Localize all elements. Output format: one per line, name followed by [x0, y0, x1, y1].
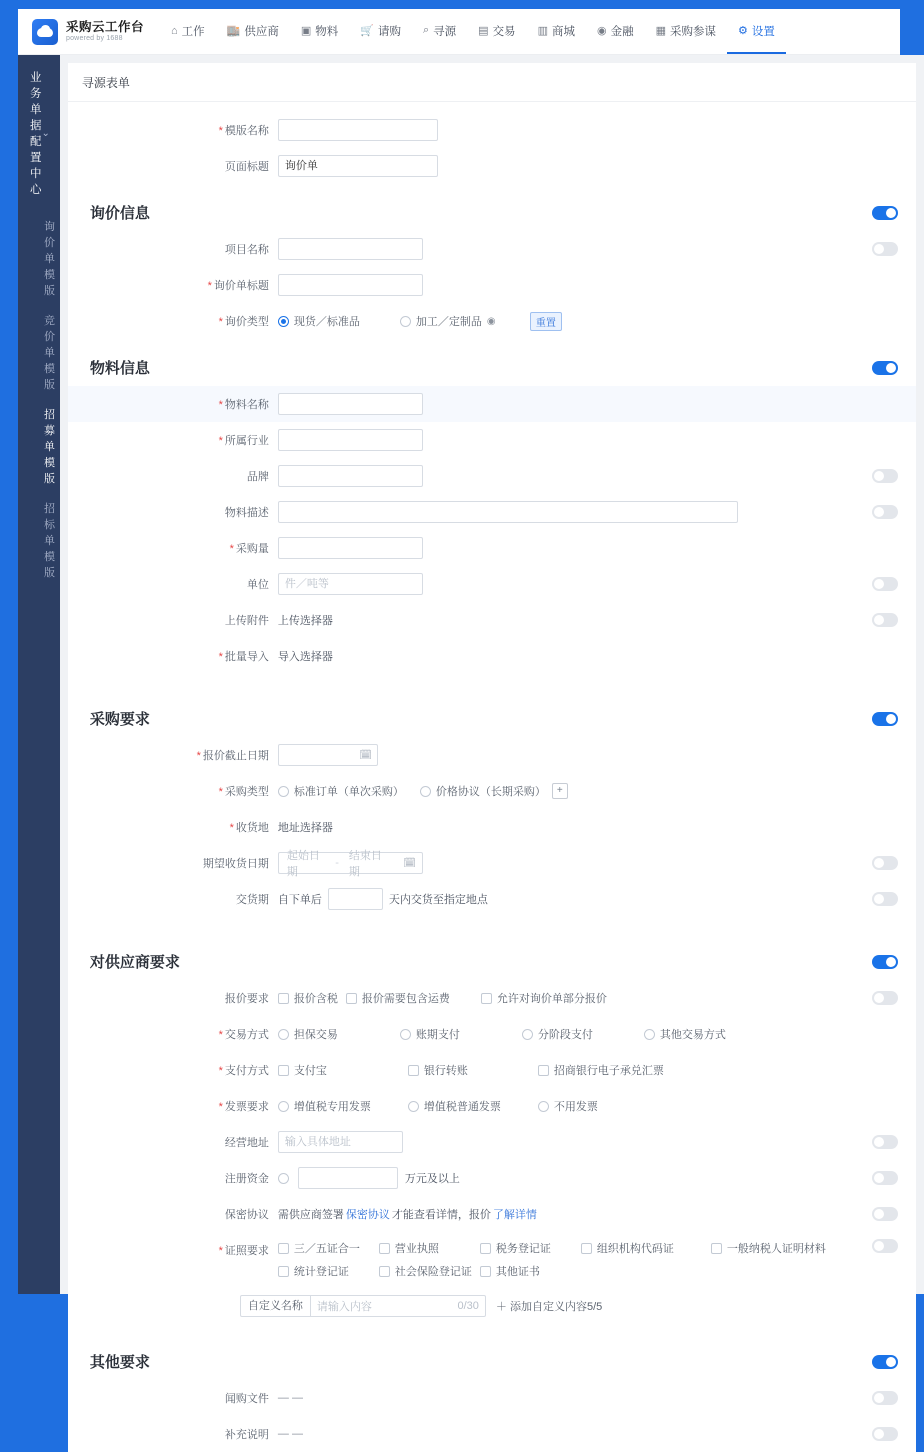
unit-input[interactable]: 件／吨等	[278, 573, 423, 595]
row-project-name	[68, 231, 916, 267]
business-address-input[interactable]: 输入具体地址	[278, 1131, 403, 1153]
unit-label: 单位	[246, 579, 269, 591]
eye-icon[interactable]: ◉	[486, 315, 496, 327]
radio-label: 不用发票	[553, 1101, 598, 1113]
custom-name-label: 自定义名称	[240, 1295, 311, 1317]
toggle-inquiry-file[interactable]	[872, 1391, 898, 1405]
home-icon: ⌂	[171, 24, 178, 37]
range-separator: -	[335, 857, 339, 869]
supplement-note-value: — —	[277, 1428, 303, 1440]
row-industry	[68, 422, 916, 458]
trade-method-label: * 交易方式	[68, 1026, 278, 1042]
row-certificates	[68, 1232, 916, 1289]
sidebar-item-tender-template[interactable]: 招标单模版	[44, 503, 55, 579]
expected-date-label: 期望收货日期	[202, 858, 269, 870]
row-supplement-note	[68, 1416, 916, 1452]
checkbox-tax-registration[interactable]	[480, 1240, 581, 1256]
mall-icon: ▥	[537, 25, 548, 37]
inquiry-title-input[interactable]	[278, 274, 423, 296]
checkbox-label: 一般纳税人证明材料	[726, 1243, 826, 1255]
checkbox-label: 其他证书	[495, 1266, 540, 1278]
quantity-label: * 采购量	[68, 540, 278, 556]
chevron-down-icon[interactable]: ⌄	[41, 127, 50, 139]
checkbox-label: 允许对询价单部分报价	[496, 993, 607, 1005]
delivery-days-input[interactable]	[328, 888, 383, 910]
custom-content-input[interactable]	[311, 1295, 486, 1317]
section-title: 采购要求	[89, 711, 150, 728]
sidebar-title[interactable]	[18, 69, 60, 197]
checkbox-label: 社会保险登记证	[394, 1266, 472, 1278]
row-payment-method	[68, 1052, 916, 1088]
nav-item-transaction[interactable]	[467, 9, 526, 54]
checkbox-org-code-certificate[interactable]	[581, 1240, 711, 1256]
radio-label: 账期支付	[415, 1029, 460, 1041]
row-inquiry-title	[68, 267, 916, 303]
checkbox-label: 报价含税	[293, 993, 338, 1005]
nda-text2: 才能查看详情，报价	[391, 1209, 491, 1221]
material-name-input[interactable]	[278, 393, 423, 415]
section-toggle-supplier[interactable]	[872, 955, 898, 969]
row-trade-method	[68, 1016, 916, 1052]
radio-no-invoice[interactable]	[538, 1098, 598, 1114]
box-icon: ▣	[300, 25, 312, 37]
capital-suffix: 万元及以上	[404, 1173, 460, 1185]
checkbox-label: 组织机构代码证	[596, 1243, 674, 1255]
row-business-address	[68, 1124, 916, 1160]
checkbox-three-in-one-license[interactable]	[278, 1240, 379, 1256]
nav-label: 工作	[181, 25, 205, 38]
quote-deadline-input[interactable]	[278, 744, 378, 766]
search-icon: ⌕	[422, 24, 430, 36]
row-registered-capital	[68, 1160, 916, 1196]
toggle-nda[interactable]	[872, 1207, 898, 1221]
toggle-material-desc[interactable]	[872, 505, 898, 519]
cart-icon: 🛒	[360, 25, 374, 37]
registered-capital-label: 注册资金	[224, 1173, 269, 1185]
sidebar-item-inquiry-template[interactable]: 询价单模版	[44, 221, 55, 297]
radio-label: 价格协议（长期采购）	[435, 786, 546, 798]
section-supplier-requirement	[68, 933, 916, 980]
nda-text: 需供应商签署	[277, 1209, 344, 1221]
nav-label: 寻源	[433, 25, 457, 38]
checkbox-label: 招商银行电子承兑汇票	[553, 1065, 664, 1077]
checkbox-social-insurance-registration[interactable]	[379, 1263, 480, 1279]
certificates-group	[278, 1240, 898, 1286]
sidebar-item-recruit-template[interactable]: 招募单模版	[44, 409, 55, 485]
page-title: 寻源表单	[68, 63, 916, 102]
checkbox-label: 三／五证合一	[293, 1243, 360, 1255]
quote-deadline-label: * 报价截止日期	[68, 747, 278, 763]
attachment-selector[interactable]: 上传选择器	[277, 615, 333, 627]
coin-icon: ◉	[596, 25, 607, 37]
section-inquiry-info	[68, 184, 916, 231]
range-end: 结束日期	[348, 850, 382, 878]
industry-label: * 所属行业	[68, 432, 278, 448]
section-title: 其他要求	[89, 1354, 150, 1371]
template-name-label: * 模版名称	[68, 122, 278, 138]
industry-input[interactable]	[278, 429, 423, 451]
brand-label: 品牌	[246, 471, 269, 483]
page-title-label: 页面标题	[224, 161, 269, 173]
toggle-quote-requirement[interactable]	[872, 991, 898, 1005]
radio-staged-payment[interactable]	[522, 1026, 644, 1042]
row-material-desc	[68, 494, 916, 530]
toggle-unit[interactable]	[872, 577, 898, 591]
toggle-attachment[interactable]	[872, 613, 898, 627]
custom-counter: 0/30	[457, 1300, 479, 1312]
radio-label: 增值税普通发票	[423, 1101, 501, 1113]
custom-placeholder: 请输入内容	[316, 1301, 372, 1313]
toggle-supplement-note[interactable]	[872, 1427, 898, 1441]
nav-item-work[interactable]	[160, 9, 216, 54]
checkbox-general-taxpayer-proof[interactable]	[711, 1240, 841, 1256]
checkbox-bank-transfer[interactable]	[408, 1062, 538, 1078]
checkbox-quote-tax-included[interactable]	[278, 990, 346, 1006]
nda-detail-link[interactable]: 了解详情	[492, 1209, 537, 1221]
nav-item-mall[interactable]	[527, 9, 586, 54]
brand-input[interactable]	[278, 465, 423, 487]
row-purchase-type	[68, 773, 916, 809]
batch-import-selector[interactable]: 导入选择器	[277, 651, 333, 663]
checkbox-label: 银行转账	[423, 1065, 468, 1077]
row-quantity	[68, 530, 916, 566]
form-card	[68, 63, 916, 1452]
radio-vat-normal-invoice[interactable]	[408, 1098, 538, 1114]
radio-label: 分阶段支付	[537, 1029, 593, 1041]
top-navigation-bar	[18, 9, 900, 55]
nav-label: 采购参谋	[669, 25, 716, 38]
address-selector[interactable]: 地址选择器	[277, 822, 333, 834]
content-area	[60, 55, 924, 1441]
add-custom-button[interactable]: ＋ 添加自定义内容5/5	[495, 1301, 603, 1313]
checkbox-cmb-acceptance-bill[interactable]	[538, 1062, 664, 1078]
chart-icon: ▦	[655, 25, 666, 37]
nav-item-material[interactable]	[290, 9, 349, 54]
nav-item-settings[interactable]	[727, 9, 786, 54]
section-material-info	[68, 339, 916, 386]
toggle-business-address[interactable]	[872, 1135, 898, 1149]
radio-custom-made[interactable]	[400, 313, 522, 329]
row-inquiry-type	[68, 303, 916, 339]
toggle-project-name[interactable]	[872, 242, 898, 256]
toggle-delivery-period[interactable]	[872, 892, 898, 906]
sidebar-title-label: 业务单据配置中心	[30, 72, 42, 196]
section-title: 物料信息	[89, 360, 150, 377]
quantity-input[interactable]	[278, 537, 423, 559]
row-expected-date	[68, 845, 916, 881]
nav-item-supplier[interactable]	[216, 9, 290, 54]
nav-item-advisor[interactable]	[645, 9, 727, 54]
nav-label: 请购	[377, 25, 401, 38]
quote-requirement-label: 报价要求	[224, 993, 269, 1005]
project-name-label: 项目名称	[224, 244, 269, 256]
row-attachment	[68, 602, 916, 638]
section-purchase-requirement	[68, 690, 916, 737]
reset-button[interactable]: 重置	[530, 312, 562, 331]
row-template-name	[68, 112, 916, 148]
nav-label: 交易	[492, 25, 516, 38]
template-name-input[interactable]	[278, 119, 438, 141]
checkbox-label: 营业执照	[394, 1243, 439, 1255]
app-title: 采购云工作台	[66, 20, 145, 35]
row-brand	[68, 458, 916, 494]
row-nda	[68, 1196, 916, 1232]
section-other-requirement	[68, 1333, 916, 1380]
payment-method-label: * 支付方式	[68, 1062, 278, 1078]
main-nav	[160, 9, 786, 54]
toggle-registered-capital[interactable]	[872, 1171, 898, 1185]
radio-label: 加工／定制品	[415, 316, 482, 328]
row-quote-requirement	[68, 980, 916, 1016]
cloud-logo-icon	[32, 19, 58, 45]
receiving-address-label: * 收货地	[68, 819, 278, 835]
calendar-icon: 🗓	[359, 749, 372, 761]
checkbox-label: 支付宝	[293, 1065, 327, 1077]
toggle-brand[interactable]	[872, 469, 898, 483]
range-start: 起始日期	[286, 850, 320, 878]
section-toggle-inquiry[interactable]	[872, 206, 898, 220]
checkbox-other-certificates[interactable]	[480, 1263, 581, 1279]
row-invoice-requirement	[68, 1088, 916, 1124]
section-toggle-purchase[interactable]	[872, 712, 898, 726]
row-delivery-period	[68, 881, 916, 917]
gear-icon: ⚙	[737, 25, 748, 37]
row-page-title	[68, 148, 916, 184]
material-desc-input[interactable]	[278, 501, 738, 523]
radio-label: 担保交易	[293, 1029, 338, 1041]
row-receiving-address	[68, 809, 916, 845]
material-desc-label: 物料描述	[224, 507, 269, 519]
purchase-type-label: * 采购类型	[68, 783, 278, 799]
deal-icon: ▤	[478, 25, 489, 37]
radio-standard-order[interactable]	[278, 783, 420, 799]
radio-label: 现货／标准品	[293, 316, 360, 328]
radio-vat-special-invoice[interactable]	[278, 1098, 408, 1114]
toggle-expected-date[interactable]	[872, 856, 898, 870]
toggle-certificates[interactable]	[872, 1239, 898, 1253]
row-material-name	[68, 386, 916, 422]
checkbox-quote-freight-included[interactable]	[346, 990, 481, 1006]
radio-label: 标准订单（单次采购）	[293, 786, 404, 798]
nav-label: 设置	[751, 25, 775, 38]
nav-item-requisition[interactable]	[349, 9, 412, 54]
batch-import-label: * 批量导入	[68, 648, 278, 664]
material-name-label: * 物料名称	[68, 396, 278, 412]
nav-item-sourcing[interactable]	[412, 9, 467, 54]
section-title: 询价信息	[89, 205, 150, 222]
row-inquiry-file	[68, 1380, 916, 1416]
nav-item-finance[interactable]	[586, 9, 645, 54]
section-title: 对供应商要求	[89, 954, 180, 971]
attachment-label: 上传附件	[224, 615, 269, 627]
supplement-note-label: 补充说明	[224, 1429, 269, 1441]
checkbox-label: 报价需要包含运费	[361, 993, 450, 1005]
inquiry-file-label: 闻购文件	[224, 1393, 269, 1405]
nav-label: 商城	[551, 25, 575, 38]
row-unit	[68, 566, 916, 602]
checkbox-partial-quote-allowed[interactable]	[481, 990, 607, 1006]
nav-label: 供应商	[244, 25, 279, 38]
nav-label: 物料	[315, 25, 339, 38]
nda-link[interactable]: 保密协议	[345, 1209, 390, 1221]
project-name-input[interactable]	[278, 238, 423, 260]
inquiry-type-label: * 询价类型	[68, 313, 278, 329]
inquiry-file-value: — —	[277, 1392, 303, 1404]
nav-label: 金融	[610, 25, 634, 38]
app-subtitle: powered by 1688	[66, 34, 123, 42]
shop-icon: 🏬	[226, 25, 241, 37]
inquiry-title-label: * 询价单标题	[68, 277, 278, 293]
registered-capital-input[interactable]	[298, 1167, 398, 1189]
radio-label: 其他交易方式	[659, 1029, 726, 1041]
page-title-input[interactable]: 询价单	[278, 155, 438, 177]
radio-registered-capital[interactable]	[278, 1173, 294, 1184]
delivery-period-label: 交货期	[235, 894, 269, 906]
checkbox-business-license[interactable]	[379, 1240, 480, 1256]
app-logo	[18, 19, 160, 45]
radio-label: 增值税专用发票	[293, 1101, 371, 1113]
radio-escrow-trade[interactable]	[278, 1026, 400, 1042]
business-address-label: 经营地址	[224, 1137, 269, 1149]
sourcing-form	[68, 102, 916, 1452]
delivery-suffix: 天内交货至指定地点	[388, 894, 488, 906]
row-batch-import	[68, 638, 916, 674]
add-purchase-type-button[interactable]: +	[552, 783, 568, 799]
checkbox-label: 统计登记证	[293, 1266, 349, 1278]
expected-date-range[interactable]	[278, 850, 423, 878]
checkbox-statistics-registration[interactable]	[278, 1263, 379, 1279]
checkbox-alipay[interactable]	[278, 1062, 408, 1078]
calendar-icon: 🗓	[403, 857, 416, 869]
custom-field-row	[68, 1295, 916, 1317]
nda-label: 保密协议	[224, 1209, 269, 1221]
radio-spot-standard[interactable]	[278, 313, 400, 329]
invoice-requirement-label: * 发票要求	[68, 1098, 278, 1114]
radio-price-agreement[interactable]	[420, 783, 546, 799]
section-toggle-other[interactable]	[872, 1355, 898, 1369]
row-quote-deadline	[68, 737, 916, 773]
certificates-label: * 证照要求	[68, 1240, 278, 1258]
checkbox-label: 税务登记证	[495, 1243, 551, 1255]
delivery-prefix: 自下单后	[277, 894, 322, 906]
section-toggle-material[interactable]	[872, 361, 898, 375]
radio-term-payment[interactable]	[400, 1026, 522, 1042]
sidebar	[18, 55, 60, 1294]
radio-other-trade[interactable]	[644, 1026, 766, 1042]
sidebar-item-bidding-template[interactable]: 竞价单模版	[44, 315, 55, 391]
app-window	[18, 9, 900, 1441]
